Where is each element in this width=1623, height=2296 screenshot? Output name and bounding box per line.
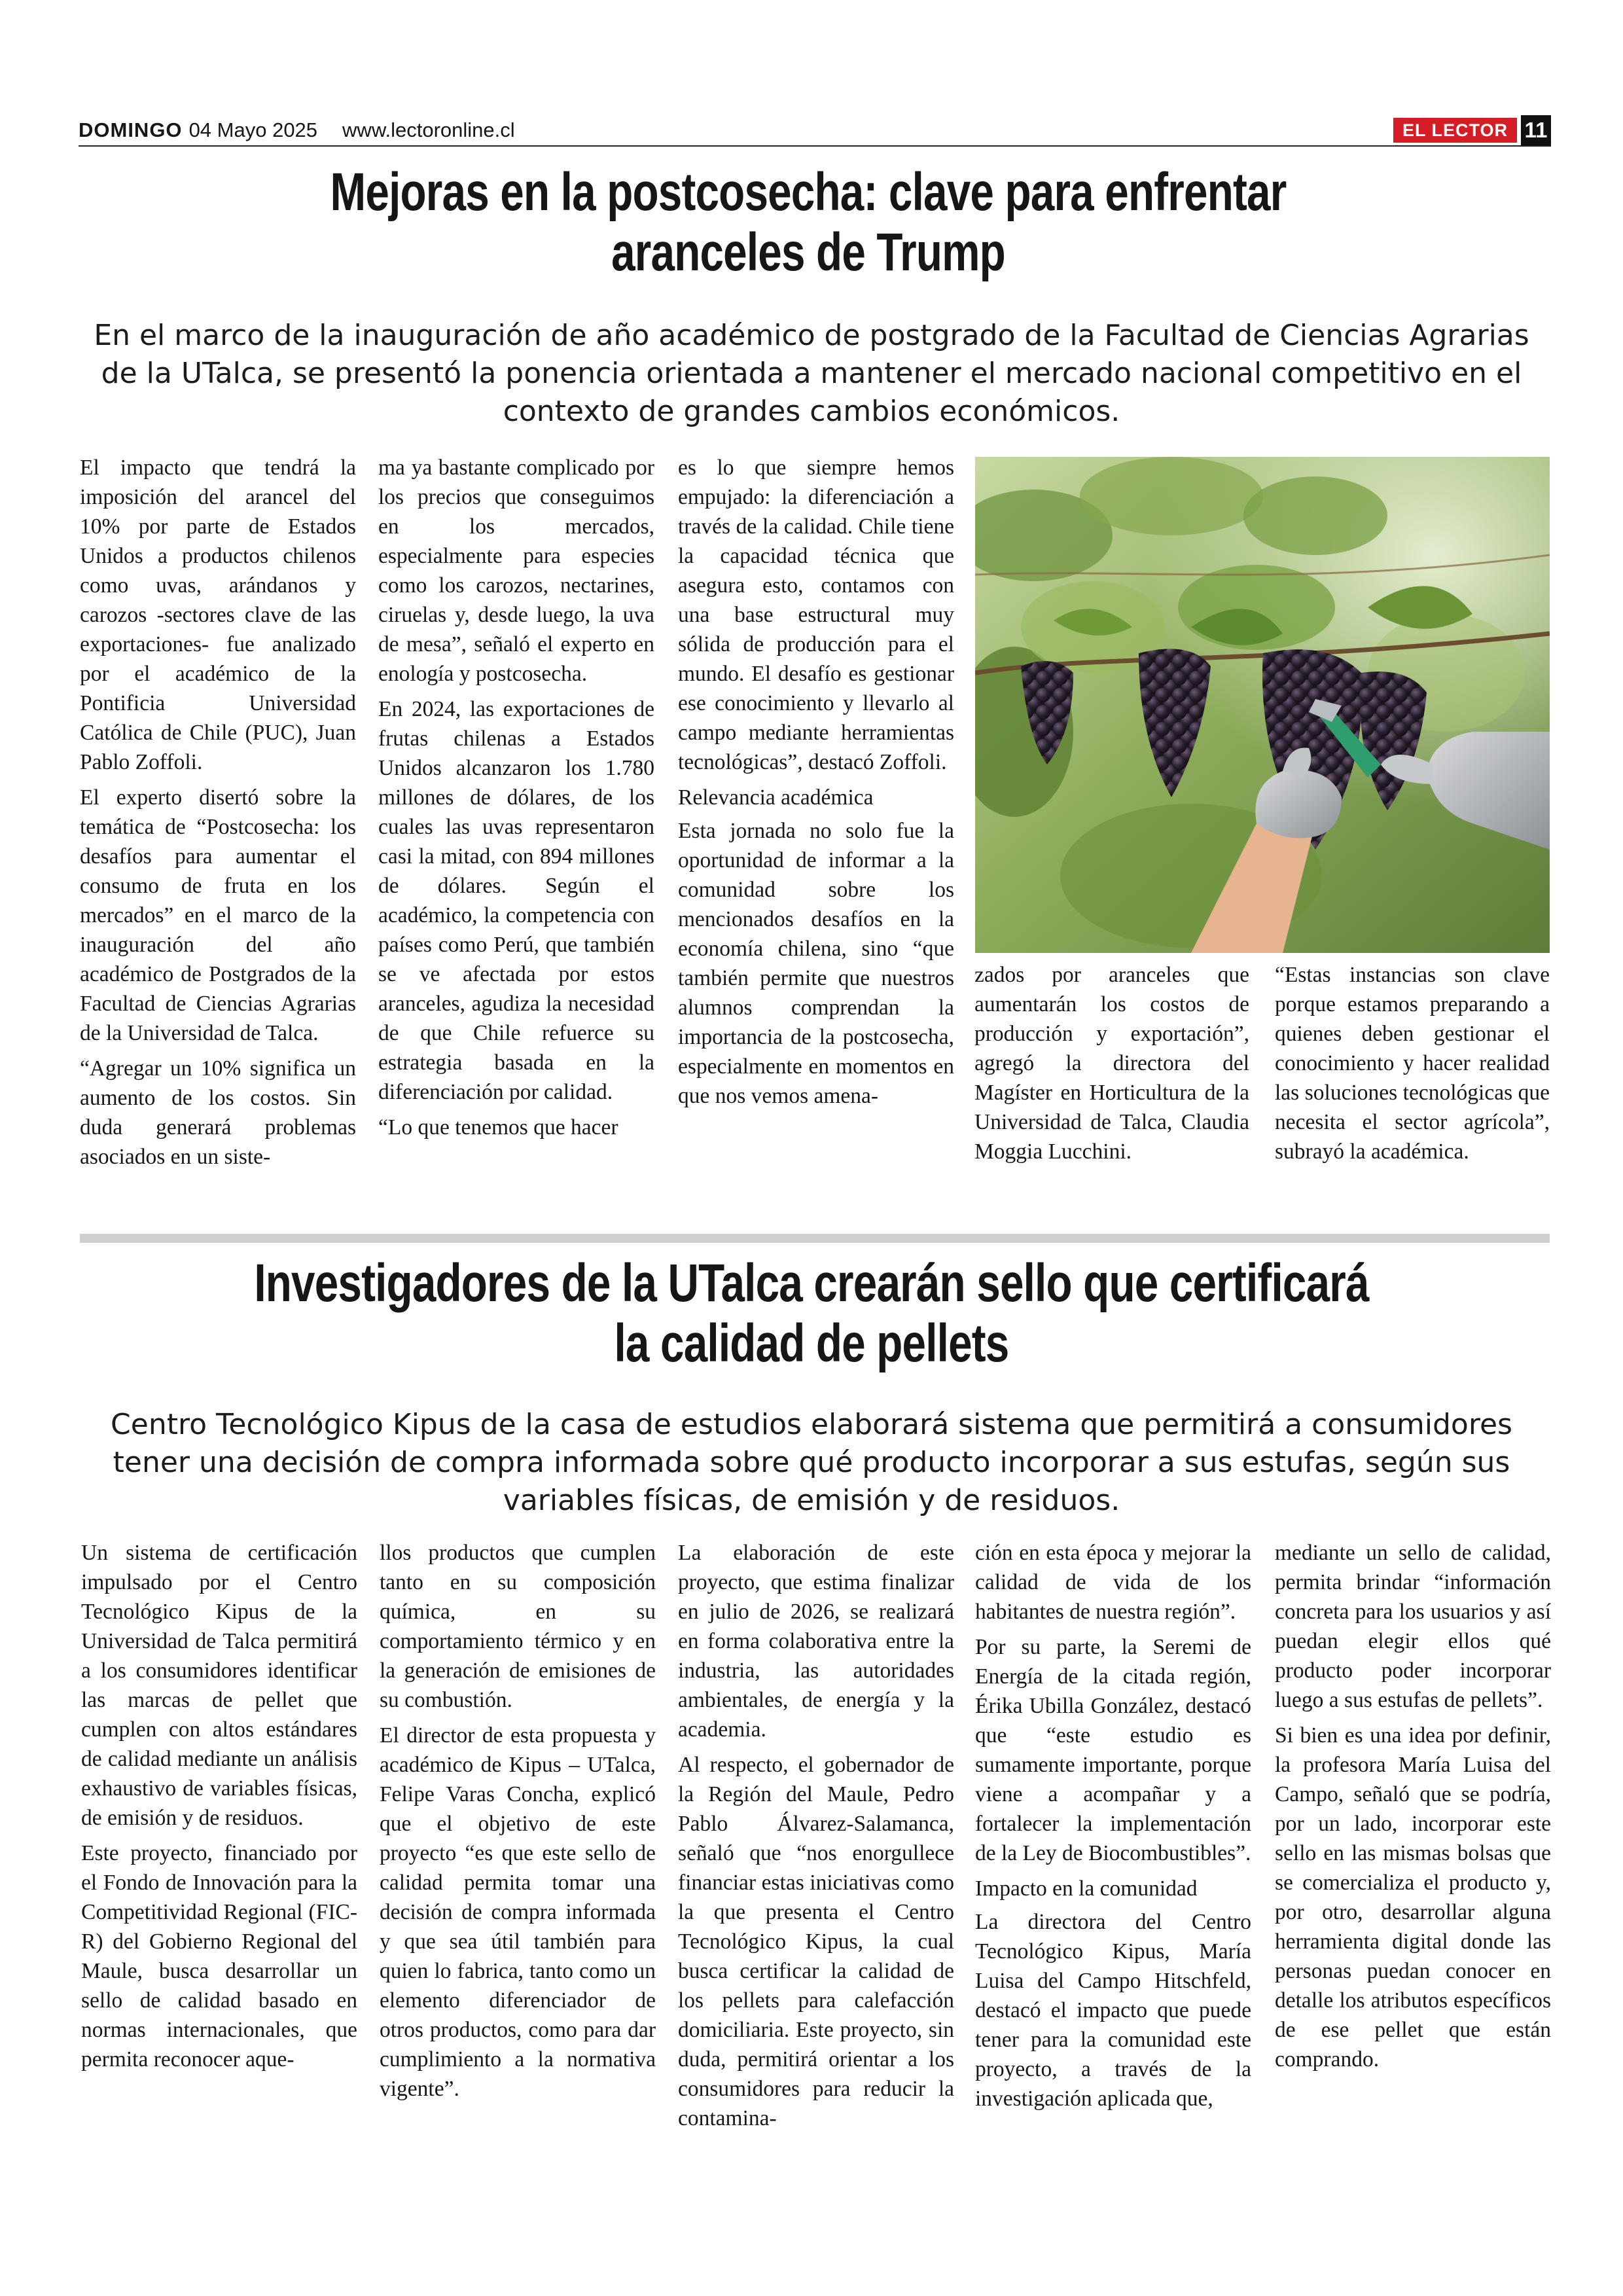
paragraph: Esta jornada no solo fue la oportunidad de informar a la comunidad sobre los mencionados desafíos en la economía chilena, sino “que también permite que nuestros alumnos comprendan la importancia de la postcosecha, especialmente en momentos en que nos vemos amena-: [678, 819, 954, 1108]
article2-deck: Centro Tecnológico Kipus de la casa de estudios elaborará sistema que permitirá a consumidores tener una decisión de compra informada sobre qué producto incorporar a sus estufas, según sus variables físicas, de emisión y de residuos.: [111, 1408, 1512, 1517]
paragraph: “Estas instancias son clave porque estamos preparando a quienes deben gestionar el conocimiento y hacer realidad las soluciones tecnológicas que necesita el sector agrícola”, subrayó la académica.: [1275, 963, 1550, 1164]
header-dateline: [79, 115, 515, 145]
article1-headline-line2: aranceles de Trump: [611, 223, 1005, 282]
paragraph: Al respecto, el gobernador de la Región del Maule, Pedro Pablo Álvarez-Salamanca, señaló que “nos enorgullece financiar estas iniciativas como la que presenta el Centro Tecnológico Kipus, la cual busca certificar la calidad de los pellets para calefacción domiciliaria. Este proyecto, sin duda, permitirá orientar a los consumidores para reducir la contamina-: [678, 1753, 954, 2130]
article1-column-3: [678, 453, 954, 1117]
paragraph: La elaboración de este proyecto, que estima finalizar en julio de 2026, se realizará en forma colaborativa entre la industria, las autoridades ambientales, de energía y la academia.: [678, 1541, 954, 1742]
header-day: DOMINGO: [79, 118, 183, 141]
article2-column-5: [1275, 1538, 1551, 2080]
grape-harvest-photo: [975, 457, 1550, 953]
article1-headline-line1: Mejoras en la postcosecha: clave para enfrentar: [330, 162, 1287, 222]
section-divider: [80, 1234, 1550, 1243]
paragraph: Si bien es una idea por definir, la profesora María Luisa del Campo, señaló que se podría, por un lado, incorporar este sello en las mismas bolsas que se comercializa el producto y, por otro, desarrollar alguna herramienta digital donde las personas puedan conocer en detalle los atributos específicos de ese pellet que están comprando.: [1275, 1723, 1551, 2072]
page-number: 11: [1521, 115, 1551, 145]
article2-column-3: [678, 1538, 954, 2139]
paragraph: La directora del Centro Tecnológico Kipus, María Luisa del Campo Hitschfeld, destacó el impacto que puede tener para la comunidad este proyecto, a través de la investigación aplicada que,: [975, 1910, 1251, 2111]
article1-column-4: [974, 960, 1249, 1172]
paragraph: El director de esta propuesta y académico de Kipus – UTalca, Felipe Varas Concha, explicó que el objetivo de este proyecto “es que este sello de calidad permita tomar una decisión de compra informada y que sea útil también para quien lo fabrica, tanto como un elemento diferenciador de otros productos, como para dar cumplimiento a la normativa vigente”.: [380, 1723, 656, 2101]
newspaper-logo: EL LECTOR: [1393, 118, 1517, 143]
article1-column-2: [378, 453, 654, 1148]
paragraph: mediante un sello de calidad, permita brindar “información concreta para los usuarios y así puedan elegir ellos qué producto poder incorporar luego a sus estufas de pellets”.: [1275, 1541, 1551, 1712]
article2-headline-line1: Investigadores de la UTalca crearán sello que certificará: [254, 1253, 1369, 1313]
paragraph: Un sistema de certificación impulsado por el Centro Tecnológico Kipus de la Universidad de Talca permitirá a los consumidores identificar las marcas de pellet que cumplen con altos estándares de calidad mediante un análisis exhaustivo de variables físicas, de emisión y de residuos.: [81, 1541, 357, 1830]
header-rule: [79, 145, 1551, 147]
paragraph: zados por aranceles que aumentarán los costos de producción y exportación”, agregó la directora del Magíster en Horticultura de la Universidad de Talca, Claudia Moggia Lucchini.: [974, 963, 1249, 1164]
header-date: 04 Mayo 2025: [188, 118, 318, 141]
header-website: www.lectoronline.cl: [342, 118, 515, 141]
paragraph: “Lo que tenemos que hacer: [378, 1115, 618, 1139]
paragraph: En 2024, las exportaciones de frutas chilenas a Estados Unidos alcanzaron los 1.780 millones de dólares, de los cuales las uvas representaron casi la mitad, con 894 millones de dólares. Según el académico, la competencia con países como Perú, que también se ve afectada por estos aranceles, agudiza la necesidad de que Chile refuerce su estrategia basada en la diferenciación por calidad.: [378, 697, 654, 1104]
article1-headline: [245, 162, 1371, 283]
article2-column-1: [81, 1538, 357, 2080]
article2-subheading: Impacto en la comunidad: [975, 1876, 1198, 1901]
article2-headline: [194, 1253, 1429, 1374]
article2-column-2: [380, 1538, 656, 2109]
article1-column-1: [80, 453, 356, 1177]
article1-deck: En el marco de la inauguración de año académico de postgrado de la Facultad de Ciencias Agrarias de la UTalca, se presentó la ponencia orientada a mantener el mercado nacional competitivo en el contexto de grandes cambios económicos.: [94, 319, 1529, 428]
page-header: [79, 115, 1551, 145]
paragraph: El impacto que tendrá la imposición del arancel del 10% por parte de Estados Unidos a productos chilenos como uvas, arándanos y carozos -sectores clave de las exportaciones- fue analizado por el académico de la Pontificia Universidad Católica de Chile (PUC), Juan Pablo Zoffoli.: [80, 456, 356, 774]
paragraph: Por su parte, la Seremi de Energía de la citada región, Érika Ubilla González, destacó que “este estudio es sumamente importante, porque viene a acompañar y a fortalecer la implementación de la Ley de Biocombustibles”.: [975, 1635, 1251, 1865]
paragraph: es lo que siempre hemos empujado: la diferenciación a través de la calidad. Chile tiene la capacidad técnica que asegura esto, contamos con una base estructural muy sólida de producción para el mundo. El desafío es gestionar ese conocimiento y llevarlo al campo mediante herramientas tecnológicas”, destacó Zoffoli.: [678, 456, 954, 774]
paragraph: llos productos que cumplen tanto en su composición química, en su comportamiento térmico y en la generación de emisiones de su combustión.: [380, 1541, 656, 1712]
paragraph: El experto disertó sobre la temática de “Postcosecha: los desafíos para aumentar el consumo de fruta en los mercados” en el marco de la inauguración del año académico de Postgrados de la Facultad de Ciencias Agrarias de la Universidad de Talca.: [80, 785, 356, 1045]
article2-headline-line2: la calidad de pellets: [614, 1314, 1009, 1373]
paragraph: ma ya bastante complicado por los precios que conseguimos en los mercados, especialmente para especies como los carozos, nectarines, ciruelas y, desde luego, la uva de mesa”, señaló el experto en enología y postcosecha.: [378, 456, 654, 686]
article1-column-5: [1275, 960, 1550, 1172]
paragraph: “Agregar un 10% significa un aumento de los costos. Sin duda generará problemas asociados en un siste-: [80, 1056, 356, 1169]
article1-subheading: Relevancia académica: [678, 785, 874, 810]
paragraph: Este proyecto, financiado por el Fondo de Innovación para la Competitividad Regional (FIC-R) del Gobierno Regional del Maule, busca desarrollar un sello de calidad basado en normas internacionales, que permita reconocer aque-: [81, 1841, 357, 2072]
article2-column-4: [975, 1538, 1251, 2119]
paragraph: ción en esta época y mejorar la calidad de vida de los habitantes de nuestra región”.: [975, 1541, 1251, 1624]
